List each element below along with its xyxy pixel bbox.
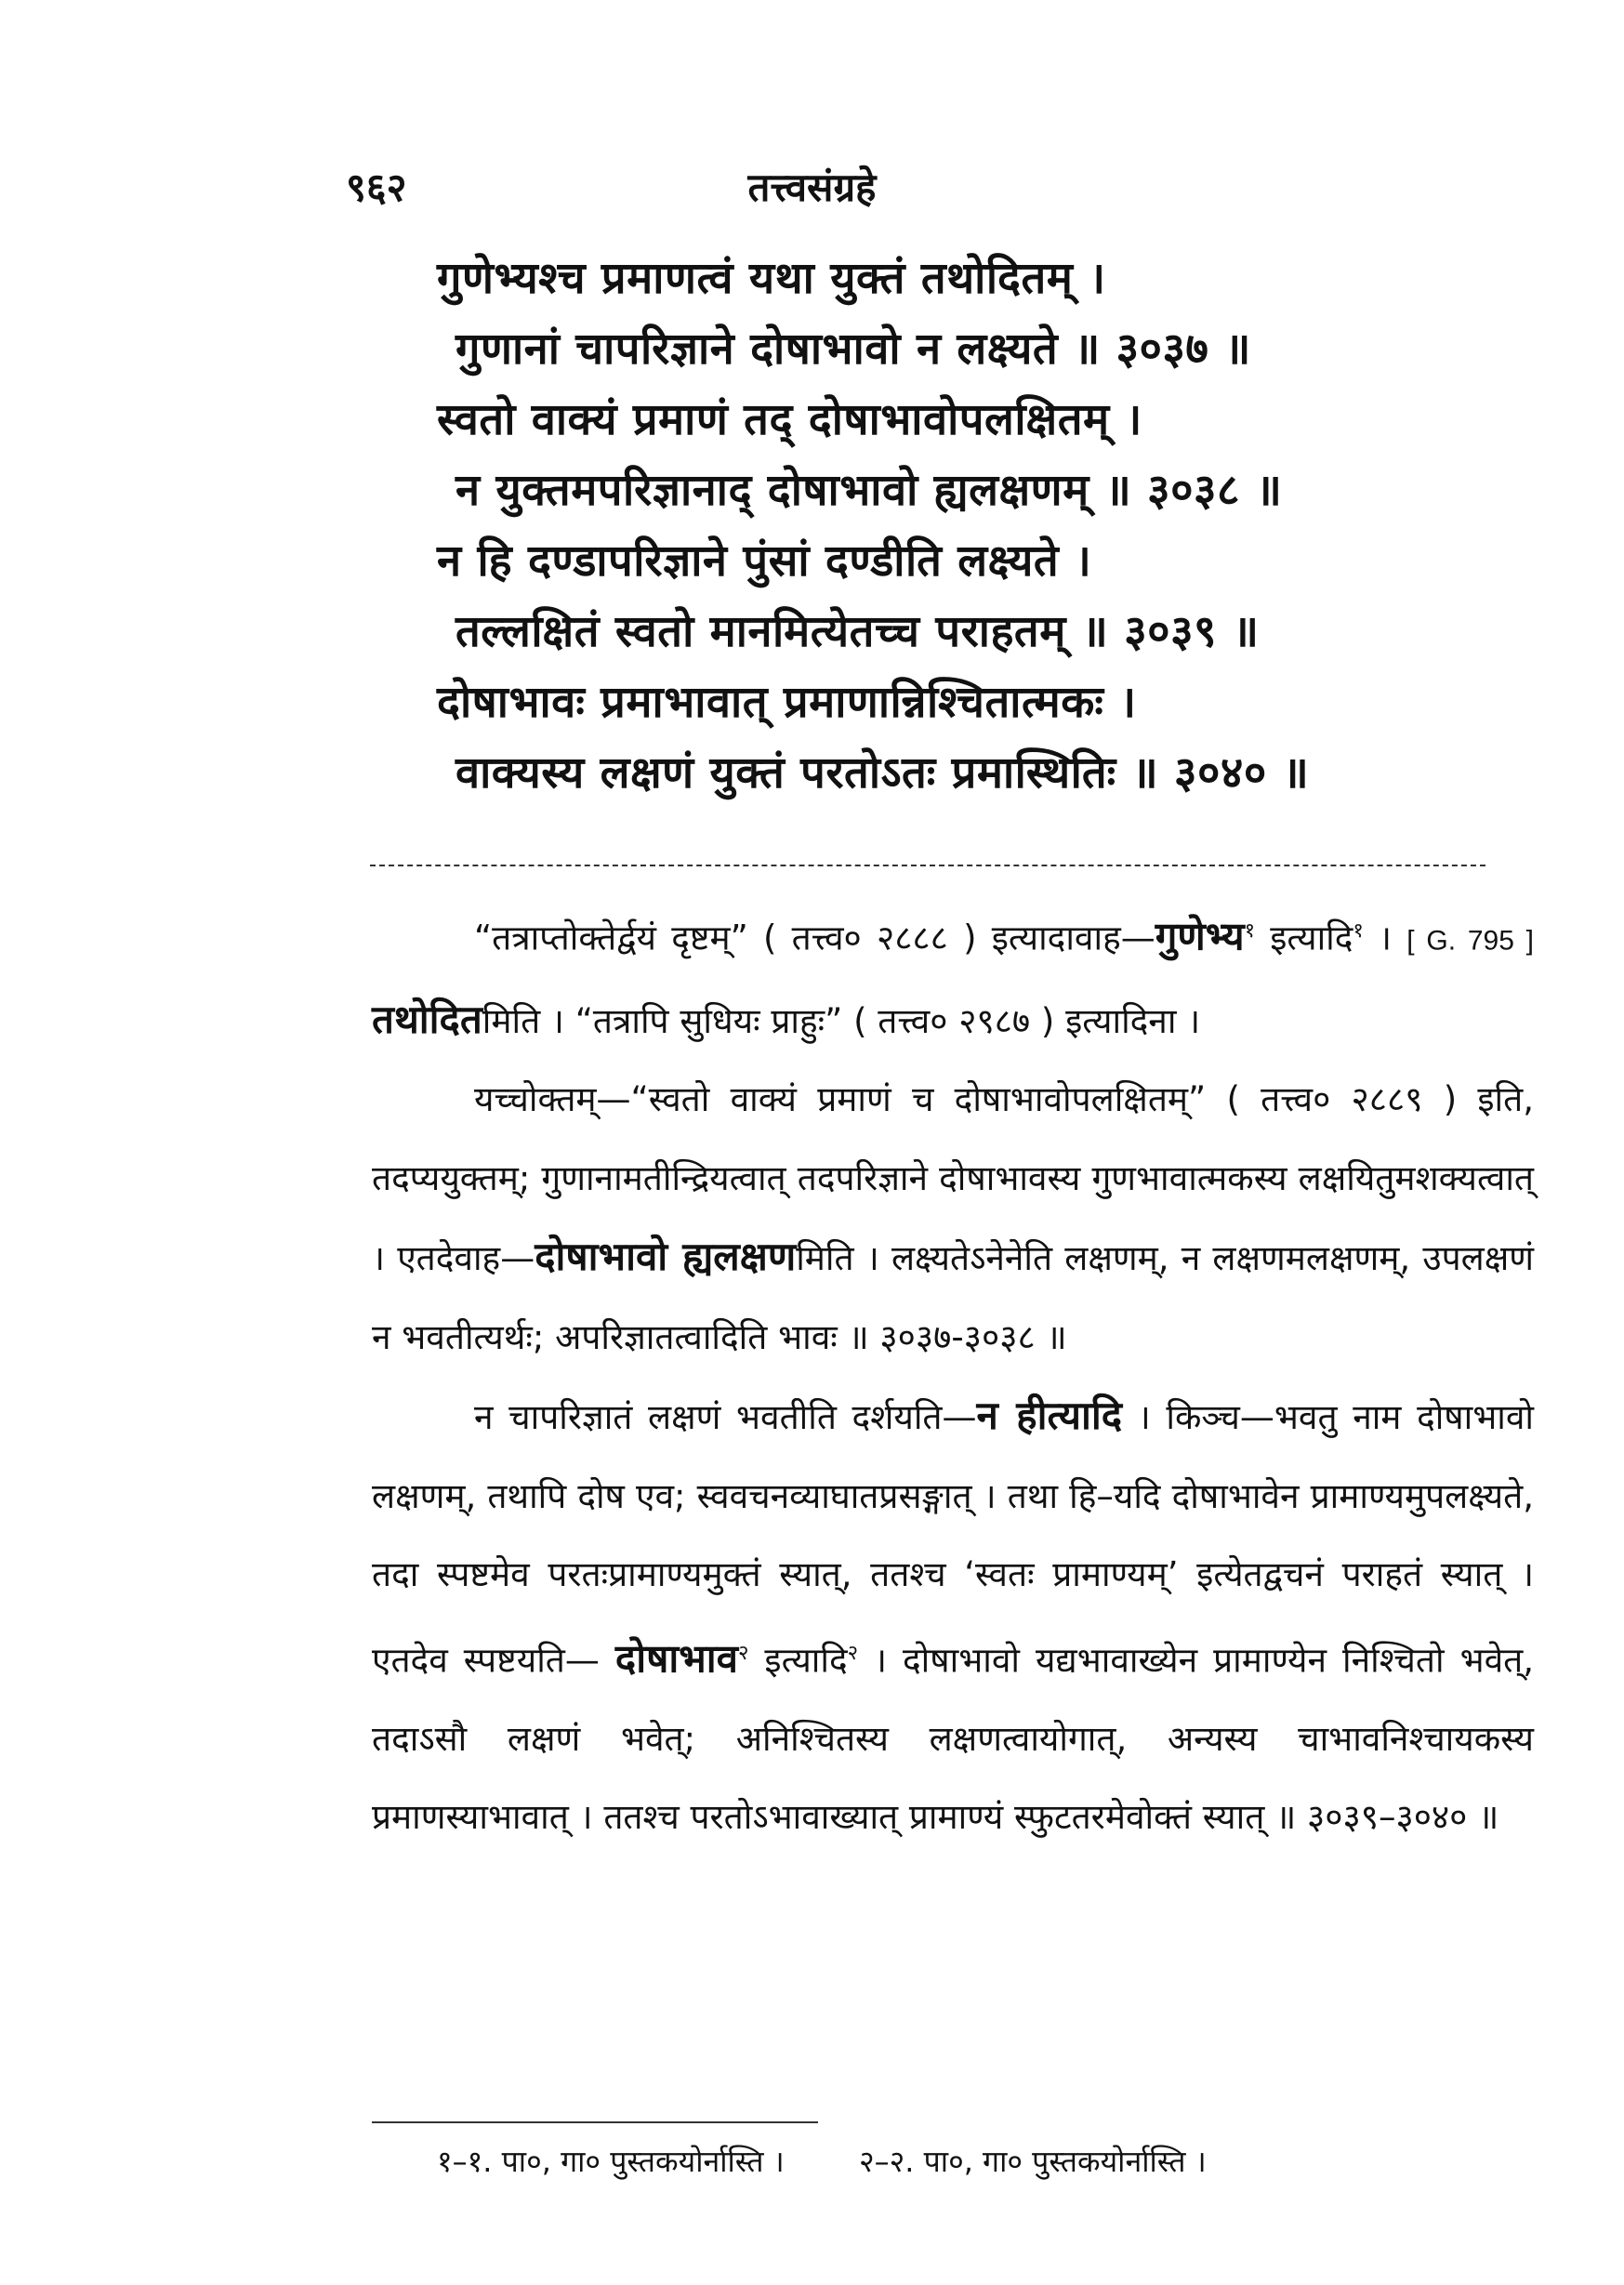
footnote-marker: १ [1353, 919, 1364, 943]
commentary-paragraph [372, 892, 1534, 1061]
verse-line: वाक्यस्य लक्षणं युक्तं परतोऽतः प्रमास्थितिः ॥ ३०४० ॥ [456, 747, 1310, 799]
verse-line: न युक्तमपरिज्ञानाद् दोषाभावो ह्यलक्षणम् ॥ ३०३८ ॥ [456, 465, 1283, 516]
verse-line: गुणानां चापरिज्ञाने दोषाभावो न लक्ष्यते ॥ ३०३७ ॥ [456, 324, 1251, 375]
commentary-text: मिति । लक्ष्यतेऽनेनेति लक्षणम्, न लक्षणमलक्षणम्, उपलक्षणं न भवतीत्यर्थः; अपरिज्ञातत्वादिति भावः ॥ ३०३७-३०३८ ॥ [372, 1238, 1534, 1357]
commentary-text: यच्चोक्तम्—“स्वतो वाक्यं प्रमाणं च दोषाभावोपलक्षितम्” ( तत्त्व० २८८९ ) इति, तदप्ययुक्तम्; गुणानामतीन्द्रियत्वात् तदपरिज्ञाने दोषाभावस्य गुणभावात्मकस्य लक्षयितुमशक्यत्वात् । एतदेवाह— [372, 1079, 1534, 1279]
footnote-rule [372, 2121, 818, 2123]
commentary-text: । किञ्च—भवतु नाम दोषाभावो लक्षणम्, तथापि दोष एव; स्ववचनव्याघातप्रसङ्गात् । तथा हि–यदि दोषाभावेन प्रामाण्यमुपलक्ष्यते, तदा स्पष्टमेव परतःप्रामाण्यमुक्तं स्यात्, ततश्च ‘स्वतः प्रामाण्यम्’ इत्येतद्वचनं पराहतं स्यात् । एतदेव स्पष्टयति— [372, 1397, 1535, 1681]
running-title: तत्त्वसंग्रहे [747, 165, 877, 210]
keyword: न हीत्यादि [976, 1393, 1123, 1439]
source-page-reference: [ G. 795 ] [1406, 925, 1534, 957]
keyword: गुणेभ्य [1155, 913, 1245, 959]
verse-block [437, 249, 1506, 814]
verse-line: गुणेभ्यश्च प्रमाणत्वं यथा युक्तं तथोदितम् । [437, 253, 1106, 304]
commentary-block [372, 892, 1534, 1857]
commentary-text: न चापरिज्ञातं लक्षणं भवतीति दर्शयति— [474, 1397, 977, 1438]
verse-separator-rule [370, 865, 1485, 866]
verse-line: दोषाभावः प्रमाभावात् प्रमाणान्निश्चितात्मकः । [437, 677, 1137, 728]
footnote-marker: २ [847, 1641, 859, 1665]
footnote-marker: १ [1244, 919, 1256, 943]
keyword: दोषाभाव [614, 1635, 738, 1682]
keyword: दोषाभावो ह्यलक्षण [535, 1234, 797, 1280]
commentary-text: इत्यादि [1255, 918, 1353, 958]
footnote-marker: २ [737, 1641, 749, 1665]
commentary-text: । [1363, 918, 1407, 958]
footnote: २–२. पा०, गा० पुस्तकयोर्नास्ति । [858, 2144, 1207, 2179]
commentary-text: । दोषाभावो यद्यभावाख्येन प्रामाण्येन निश्चितो भवेत्, तदाऽसौ लक्षणं भवेत्; अनिश्चितस्य लक्षणत्वायोगात्, अन्यस्य चाभावनिश्चायकस्य प्रमाणस्याभावात् । ततश्च परतोऽभावाख्यात् प्रामाण्यं स्फुटतरमेवोक्तं स्यात् ॥ ३०३९–३०४० ॥ [372, 1640, 1534, 1838]
commentary-text: इत्यादि [748, 1640, 848, 1681]
commentary-text: “तत्राप्तोक्तेर्द्वयं दृष्टम्” ( तत्त्व० २८८८ ) इत्यादावाह— [474, 918, 1155, 958]
verse-line: न हि दण्डापरिज्ञाने पुंसां दण्डीति लक्ष्यते । [437, 535, 1092, 587]
commentary-paragraph [372, 1377, 1534, 1856]
footnote: १–१. पा०, गा० पुस्तकयोर्नास्ति । [437, 2144, 785, 2179]
footnotes [437, 2138, 1506, 2185]
verse-line: तल्लक्षितं स्वतो मानमित्येतच्च पराहतम् ॥ ३०३९ ॥ [456, 606, 1260, 657]
commentary-paragraph [372, 1061, 1534, 1377]
commentary-text: मिति । “तत्रापि सुधियः प्राहुः” ( तत्त्व० २९८७ ) इत्यादिना । [482, 1000, 1201, 1041]
page-header [0, 160, 1624, 216]
keyword: तथोदित [372, 996, 482, 1042]
verse-line: स्वतो वाक्यं प्रमाणं तद् दोषाभावोपलक्षितम् । [437, 394, 1142, 445]
page-number: ९६२ [346, 165, 407, 210]
